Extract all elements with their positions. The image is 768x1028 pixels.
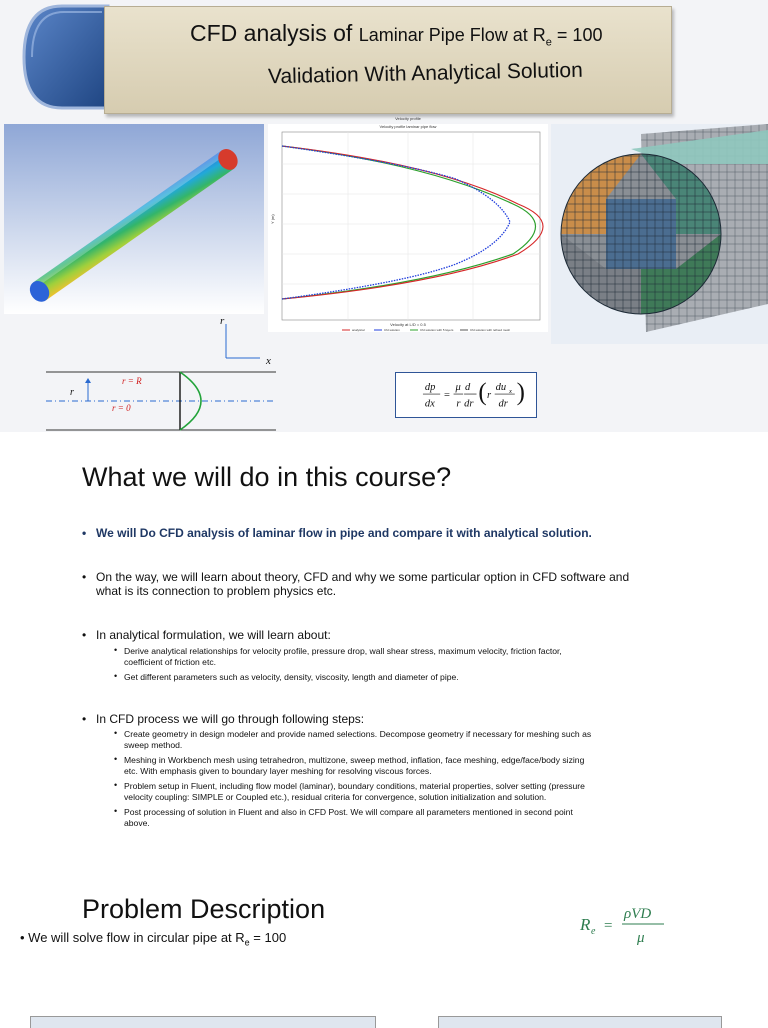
schematic-label-R: r = R (122, 376, 142, 386)
pipe-flow-schematic (40, 312, 290, 432)
svg-text:=: = (444, 389, 450, 401)
svg-text:x: x (509, 388, 513, 396)
slide-2-title: What we will do in this course? (82, 462, 452, 492)
bullet-solve-flow: • We will solve flow in circular pipe at $R_e = 100$ (20, 930, 287, 948)
pipe-mesh-image (551, 124, 768, 344)
chart-ylabel: Y (m) (270, 214, 275, 224)
schematic-label-0: r = 0 (112, 403, 131, 413)
svg-text:r: r (487, 389, 492, 401)
svg-text:μ: μ (455, 382, 461, 394)
slide-title (0, 0, 768, 432)
velocity-profile-chart (268, 116, 548, 332)
svg-text:d: d (465, 382, 471, 394)
chart-legend-analytical: analytical (352, 328, 365, 332)
slide-problem-description (0, 864, 768, 1024)
sub-cfd-meshing-cont: etc. With emphasis given to boundary layer meshing for resolving viscous forces. (124, 766, 432, 776)
sub-analytical-params: • Get different parameters such as velocity, density, viscosity, length and diameter of pipe. (114, 671, 459, 682)
svg-text:): ) (516, 378, 525, 406)
schematic-axis-x: x (266, 355, 271, 367)
svg-text:e: e (591, 926, 596, 937)
svg-text:dp: dp (424, 382, 436, 394)
svg-text:dr: dr (498, 398, 508, 410)
schematic-axis-r: r (220, 315, 225, 327)
sub-cfd-geometry-cont: sweep method. (124, 740, 183, 750)
bullet-analytical: • In analytical formulation, we will learn about: (82, 628, 331, 642)
sub-cfd-meshing: • Meshing in Workbench mesh using tetrahedron, multizone, sweep method, inflation, face meshing, edge/face/body sizing (114, 754, 585, 765)
pipe-velocity-contour-image (4, 124, 264, 314)
sub-cfd-setup-cont: velocity coupling: SIMPLE or Coupled etc.), residual criteria for convergence, solution initialization and solution. (124, 792, 547, 802)
momentum-equation-box (395, 372, 537, 418)
svg-text:r: r (456, 398, 461, 410)
chart-legend-cfd-layers: Cfd solution with 5 layers (420, 328, 454, 332)
title-line-1: CFD analysis of Laminar Pipe Flow at $R_e = 100$ (190, 20, 603, 49)
chart-xlabel: Velocity at L/D = 0.5 (390, 322, 426, 327)
slide-course-overview (0, 432, 768, 864)
sub-analytical-derive: • Derive analytical relationships for velocity profile, pressure drop, wall shear stress, maximum velocity, friction factor, (114, 645, 562, 656)
chart-title: Velocity profile laminar pipe flow (379, 124, 437, 129)
svg-text:μ: μ (637, 930, 645, 946)
svg-text:R: R (580, 915, 591, 934)
svg-text:=: = (604, 918, 613, 934)
svg-text:dr: dr (464, 398, 474, 410)
sub-cfd-post: • Post processing of solution in Fluent and also in CFD Post. We will compare all parameters mentioned in second point (114, 806, 573, 817)
slide-3-title: Problem Description (82, 894, 326, 924)
sub-analytical-derive-cont: coefficient of friction etc. (124, 657, 217, 667)
svg-text:du: du (495, 382, 507, 394)
svg-text:ρVD: ρVD (624, 906, 652, 922)
next-slide-preview-left (30, 1016, 376, 1028)
sub-cfd-setup: • Problem setup in Fluent, including flow model (laminar), boundary conditions, material properties, solver setting (pressure (114, 780, 585, 791)
next-slide-preview-right (438, 1016, 722, 1028)
chart-legend-cfd: Cfd solution (384, 328, 400, 332)
title-line-2: Validation With Analytical Solution (267, 58, 583, 89)
schematic-label-r: r (70, 387, 74, 398)
bullet-theory-cont: what is its connection to problem physics etc. (96, 584, 337, 598)
sub-cfd-post-cont: above. (124, 818, 150, 828)
chart-legend-cfd-refined: Cfd solution with refined mesh (470, 328, 511, 332)
reynolds-number-equation (578, 896, 678, 956)
bullet-theory: • On the way, we will learn about theory, CFD and why we some particular option in CFD software and (82, 570, 630, 584)
bullet-cfd-analysis: • We will Do CFD analysis of laminar flow in pipe and compare it with analytical solution. (82, 526, 592, 540)
title-banner-cap (22, 4, 112, 110)
chart-title-small: Velocity profile (395, 116, 421, 121)
svg-text:dx: dx (424, 398, 435, 410)
bullet-cfd-process: • In CFD process we will go through following steps: (82, 712, 365, 726)
svg-text:(: ( (478, 378, 487, 406)
sub-cfd-geometry: • Create geometry in design modeler and provide named selections. Decompose geometry if necessary for meshing such as (114, 728, 592, 739)
